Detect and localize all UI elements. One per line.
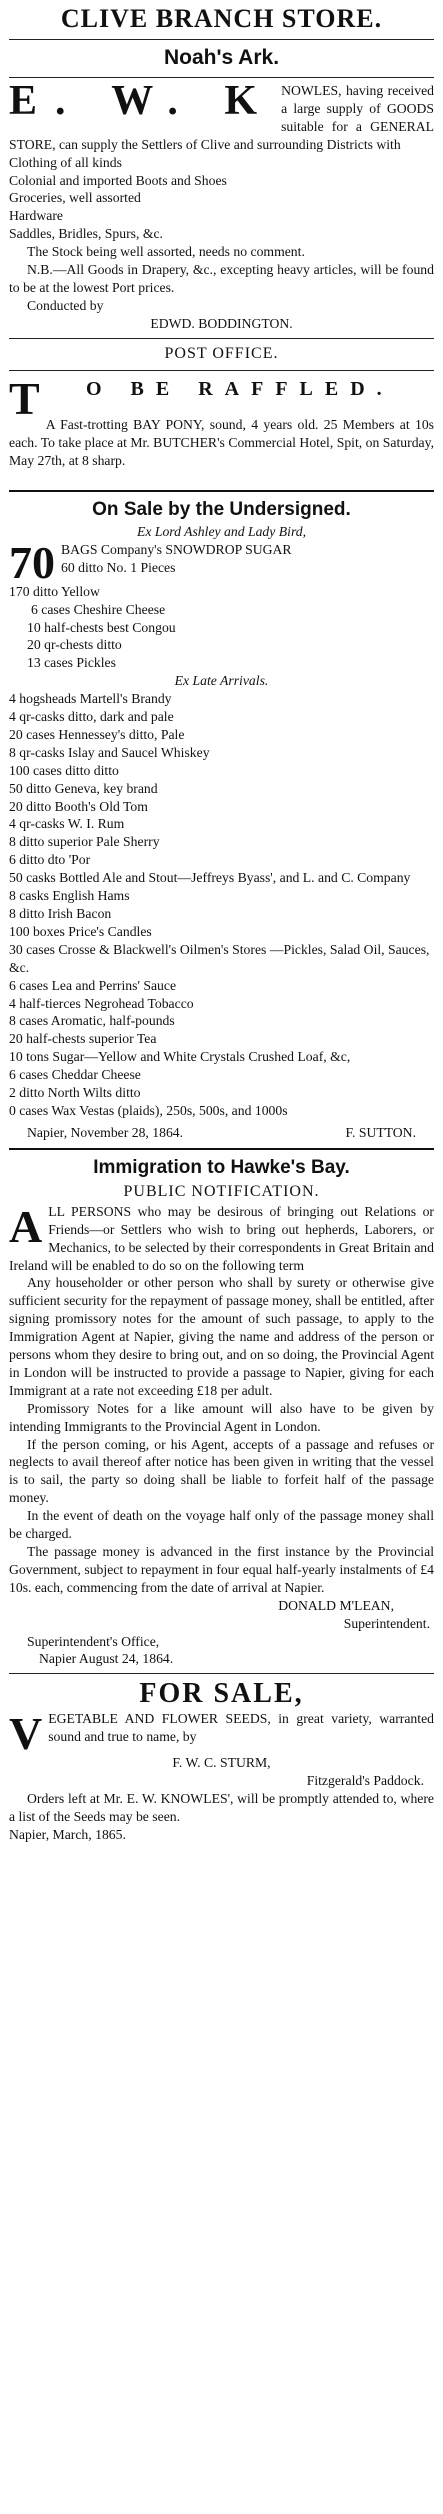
ships-line: Ex Late Arrivals. — [174, 673, 269, 689]
immigration-title: Immigration to Hawke's Bay. — [93, 1156, 350, 1178]
list-item: Clothing of all kinds — [9, 154, 122, 170]
first-goods-line: BAGS Company's SNOWDROP SUGAR — [61, 541, 292, 557]
list-item: Groceries, well assorted — [9, 190, 141, 206]
second-goods-line: 60 ditto No. 1 Pieces — [61, 559, 176, 575]
list-item: 4 half-tierces Negrohead Tobacco — [9, 995, 194, 1011]
drop-initial: V — [9, 1708, 43, 1760]
conductor-name: EDWD. BODDINGTON. — [150, 315, 293, 331]
list-item: 2 ditto North Wilts ditto — [9, 1085, 141, 1101]
list-item: 100 boxes Price's Candles — [9, 923, 152, 939]
goods-list-a — [9, 583, 434, 673]
list-item: 13 cases Pickles — [27, 655, 116, 671]
seeds-date: Napier, March, 1865. — [9, 1826, 126, 1842]
conducted-label: Conducted by — [27, 297, 104, 313]
immigration-para-3: Promissory Notes for a like amount will also have to be given by intending Immigrants to the Provincial Agent in London. — [9, 1400, 434, 1434]
list-item: 30 cases Crosse & Blackwell's Oilmen's Stores —Pickles, Salad Oil, Sauces, &c. — [9, 941, 430, 975]
divider — [9, 338, 434, 339]
stock-note: The Stock being well assorted, needs no comment. — [27, 244, 305, 260]
list-item: 8 cases Aromatic, half-pounds — [9, 1013, 175, 1029]
immigration-para-6: The passage money is advanced in the first instance by the Provincial Government, subject to repayment in four equal half-yearly instalments of £4 10s. each, commencing from the date of arrival at Napier. — [9, 1544, 434, 1595]
ships-line: Ex Lord Ashley and Lady Bird, — [136, 523, 307, 539]
list-item: 4 qr-casks W. I. Rum — [9, 816, 125, 832]
raffle-heading: O BE RAFFLED. — [86, 377, 394, 400]
list-item: 0 cases Wax Vestas (plaids), 250s, 500s, and 1000s — [9, 1102, 288, 1118]
list-item: 6 cases Lea and Perrins' Sauce — [9, 977, 177, 993]
immigration-advert — [9, 1155, 434, 1669]
sale-place-date: Napier, November 28, 1864. — [27, 1124, 184, 1140]
drop-initials: E. W. K — [9, 78, 276, 124]
signer-title: Superintendent. — [343, 1615, 430, 1631]
newspaper-column — [9, 0, 434, 1844]
seller-place: Fitzgerald's Paddock. — [306, 1773, 424, 1789]
office-date: Napier August 24, 1864. — [39, 1651, 174, 1667]
immigration-para-2: Any householder or other person who shall by surety or otherwise give sufficient security for the repayment of passage money, shall be entitled, after signing promissory notes for the amount of such passage, to apply to the Immigration Agent at Napier, giving the name and address of the person or persons whom they desire to bring out, and on so doing, the Provincial Agent in London will be instructed to provide a passage to Napier, giving for each Immigrant at a rate not exceeding £18 per adult. — [9, 1275, 434, 1398]
drop-initial: T — [9, 372, 40, 424]
list-item: 8 qr-casks Islay and Saucel Whiskey — [9, 744, 210, 760]
on-sale-advert — [9, 497, 434, 1142]
list-item: 4 qr-casks ditto, dark and pale — [9, 709, 174, 725]
post-office-advert — [9, 343, 434, 484]
list-item: 50 casks Bottled Ale and Stout—Jeffreys Byass', and L. and C. Company — [9, 870, 411, 886]
list-item: 8 ditto Irish Bacon — [9, 906, 112, 921]
seeds-advert — [9, 1678, 434, 1844]
divider — [9, 1673, 434, 1674]
notice-heading: PUBLIC NOTIFICATION. — [123, 1182, 320, 1200]
store-subtitle: Noah's Ark. — [163, 46, 280, 69]
list-item: 6 ditto dto 'Por — [9, 852, 91, 868]
first-goods-block — [9, 536, 434, 588]
list-item: Colonial and imported Boots and Shoes — [9, 172, 227, 188]
signer-name: DONALD M'LEAN, — [278, 1597, 394, 1613]
immigration-para-5: In the event of death on the voyage half only of the passage money shall be charged. — [9, 1508, 434, 1542]
list-item: 20 cases Hennessey's ditto, Pale — [9, 726, 185, 742]
goods-list-b — [9, 690, 434, 1120]
list-item: Hardware — [9, 208, 63, 224]
seeds-intro — [9, 1708, 434, 1760]
store-intro-text: NOWLES, having received a large supply of GOODS suitable for a GENERAL STORE, can supply the Settlers of Clive and surrounding Districts with — [9, 83, 434, 152]
list-item: 8 casks English Hams — [9, 888, 130, 904]
clive-store-advert — [9, 4, 434, 333]
office-name: Superintendent's Office, — [27, 1633, 160, 1649]
list-item: 20 qr-chests ditto — [27, 637, 122, 653]
list-item: Saddles, Bridles, Spurs, &c. — [9, 226, 163, 242]
store-intro — [9, 78, 434, 154]
list-item: 6 cases Cheshire Cheese — [31, 601, 166, 617]
list-item: 8 ditto superior Pale Sherry — [9, 834, 160, 850]
list-item: 20 ditto Booth's Old Tom — [9, 798, 148, 814]
nb-note: N.B.—All Goods in Drapery, &c., excepting heavy articles, will be found to be at the lowest Port prices. — [9, 262, 434, 295]
list-item: 4 hogsheads Martell's Brandy — [9, 691, 172, 707]
raffle-heading-row — [9, 372, 434, 424]
drop-number: 70 — [9, 536, 55, 588]
sale-footer — [9, 1124, 434, 1142]
list-item: 50 ditto Geneva, key brand — [9, 780, 158, 796]
seller-name: F. W. C. STURM, — [172, 1755, 271, 1771]
drop-initial: A — [9, 1200, 43, 1252]
post-office-title: POST OFFICE. — [164, 344, 279, 362]
on-sale-title: On Sale by the Undersigned. — [92, 498, 351, 520]
divider — [9, 370, 434, 371]
orders-note: Orders left at Mr. E. W. KNOWLES', will be promptly attended to, where a list of the Seeds may be seen. — [9, 1791, 434, 1825]
for-sale-title: FOR SALE, — [139, 1678, 304, 1710]
list-item: 100 cases ditto ditto — [9, 762, 119, 778]
divider — [9, 39, 434, 40]
list-item: 20 half-chests superior Tea — [9, 1031, 157, 1047]
list-item: 10 tons Sugar—Yellow and White Crystals Crushed Loaf, &c, — [9, 1049, 351, 1065]
divider — [9, 1148, 434, 1150]
immigration-para-4: If the person coming, or his Agent, accepts of a passage and refuses or neglects to avail thereof after notice has been given in writing that the vessel is to sail, the party so doing shall be liable to forfeit half of the passage money. — [9, 1436, 434, 1506]
store-items-list — [9, 154, 434, 244]
list-item: 10 half-chests best Congou — [27, 619, 176, 635]
seeds-text: EGETABLE AND FLOWER SEEDS, in great variety, warranted sound and true to name, by — [48, 1711, 434, 1745]
raffle-text: A Fast-trotting BAY PONY, sound, 4 years old. 25 Members at 10s each. To take place at Mr. BUTCHER's Commercial Hotel, Spit, on Saturday, May 27th, at 8 sharp. — [9, 417, 434, 469]
para-text: LL PERSONS who may be desirous of bringing out Relations or Friends—or Settlers who wish to bring out hepherds, Laborers, or Mechanics, to be selected by their correspondents in Great Britain and Ireland will be enabled to do so on the following term — [9, 1203, 434, 1273]
sale-signature: F. SUTTON. — [345, 1124, 416, 1140]
store-title: CLIVE BRANCH STORE. — [60, 4, 383, 33]
list-item: 6 cases Cheddar Cheese — [9, 1067, 141, 1083]
immigration-para-1 — [9, 1200, 434, 1275]
divider — [9, 490, 434, 492]
list-item: 170 ditto Yellow — [9, 583, 100, 599]
